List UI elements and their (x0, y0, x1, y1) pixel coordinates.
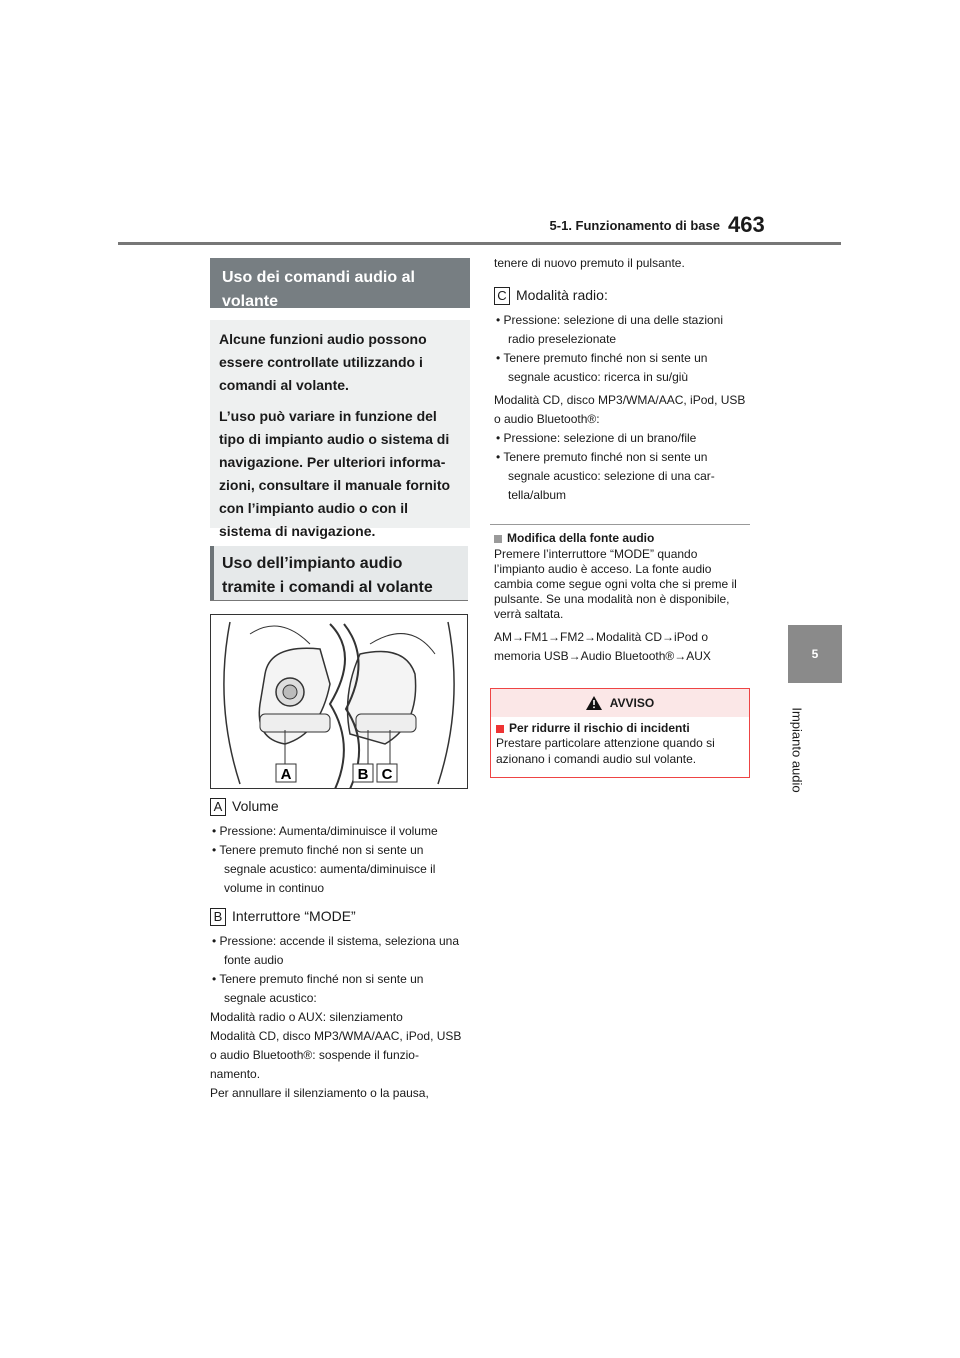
warning-box (490, 688, 750, 778)
bullet-a-2: • Tenere premuto finché non si sente un segnale acustico: aumenta/diminuisce il volume in continuo (210, 841, 468, 898)
page-number: 463 (728, 212, 765, 237)
heading-steering-audio: Uso dei comandi audio al volante (210, 258, 470, 308)
divider (490, 524, 750, 525)
mode-title: Modifica della fonte audio (507, 531, 655, 545)
chapter-label (770, 690, 824, 810)
chapter-tab: 5 (788, 625, 842, 683)
section-a (210, 798, 468, 898)
label-b-title: Interruttore “MODE” (232, 908, 356, 924)
bullet-a-1: • Pressione: Aumenta/diminuisce il volume (210, 822, 468, 841)
bullet-b-1: • Pressione: accende il sistema, seleziona una fonte audio (210, 932, 468, 970)
bullet-b-2: • Tenere premuto finché non si sente un segnale acustico: (210, 970, 468, 1008)
bullet-c-4: • Tenere premuto finché non si sente un segnale acustico: selezione di una car-tella/album (494, 448, 750, 505)
mode-text: Premere l’interruttore “MODE” quando l’impianto audio è acceso. La fonte audio cambia come segue ogni volta che si preme il pulsante. Se una modalità non è disponibile, verrà saltata. (494, 547, 737, 621)
mode-title-row (494, 531, 750, 545)
warning-icon (586, 696, 602, 710)
label-c (494, 287, 750, 305)
para-b-3: Per annullare il silenziamento o la pausa, (210, 1086, 429, 1101)
square-bullet-icon (494, 535, 502, 543)
warning-body (491, 717, 749, 771)
label-b (210, 908, 468, 926)
mode-sequence: AM→FM1→FM2→Modalità CD→iPod o memoria USB→Audio Bluetooth®→AUX (494, 630, 711, 663)
bullet-c-3: • Pressione: selezione di un brano/file (494, 429, 750, 448)
intro-paragraph-2: L’uso può variare in funzione del tipo di impianto audio o sistema di navigazione. Per ulteriori informa-zioni, consultare il manuale fornito con l’impianto audio o con il sistema di navigazione. (219, 408, 451, 539)
warning-heading: AVVISO (609, 696, 655, 710)
mode-section (494, 531, 750, 666)
bullet-c-2: • Tenere premuto finché non si sente un segnale acustico: ricerca in su/giù (494, 349, 750, 387)
para-b-1: Modalità radio o AUX: silenziamento (210, 1010, 403, 1025)
steering-wheel-diagram (210, 614, 468, 789)
intro-paragraph-1: Alcune funzioni audio possono essere controllate utilizzando i comandi al volante. (219, 331, 427, 393)
header-rule (118, 242, 841, 245)
warning-header (491, 689, 749, 717)
warning-title: Per ridurre il rischio di incidenti (509, 721, 690, 735)
square-bullet-icon (496, 725, 504, 733)
letter-b: B (210, 908, 226, 926)
warning-title-row (496, 721, 744, 735)
chapter-label-text: Impianto audio (789, 707, 805, 793)
letter-c: C (494, 287, 510, 305)
diagram-label-c: C (381, 766, 393, 783)
heading-audio-via-steering: Uso dell’impianto audio tramite i comandi al volante (210, 546, 468, 600)
section-b (210, 908, 468, 1103)
continued-text: tenere di nuovo premuto il pulsante. (494, 256, 685, 270)
diagram-label-b: B (357, 766, 369, 783)
warning-text: Prestare particolare attenzione quando si azionano i comandi audio sul volante. (496, 736, 715, 766)
para-c-1: Modalità CD, disco MP3/WMA/AAC, iPod, USB o audio Bluetooth®: (494, 393, 746, 427)
heading-underline (210, 600, 468, 601)
letter-a: A (210, 798, 226, 816)
para-b-2: Modalità CD, disco MP3/WMA/AAC, iPod, USB o audio Bluetooth®: sospende il funzio-namento. (210, 1029, 462, 1082)
intro-box (210, 320, 470, 539)
bullet-c-1: • Pressione: selezione di una delle stazioni radio preselezionate (494, 311, 750, 349)
label-c-title: Modalità radio: (516, 287, 608, 303)
section-title: 5-1. Funzionamento di base (549, 218, 720, 233)
right-column (494, 254, 750, 505)
label-a (210, 798, 468, 816)
diagram-label-a: A (280, 766, 292, 783)
label-a-title: Volume (232, 798, 279, 814)
